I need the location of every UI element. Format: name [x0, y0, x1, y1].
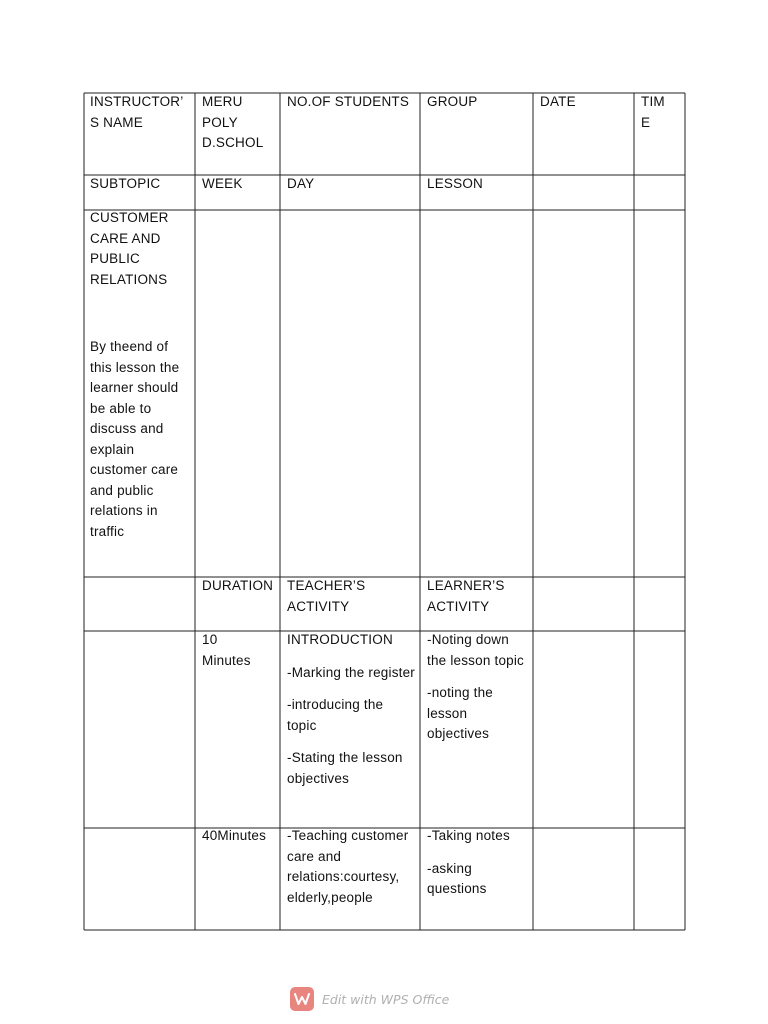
lesson-objective: By theend of this lesson the learner should be able to discuss and explain customer care and public relations in traffic: [90, 339, 180, 539]
activity-line: -Stating the lesson objectives: [287, 750, 403, 786]
duration-10-minutes: 10 Minutes: [202, 632, 251, 668]
learner-activity-teaching: [427, 826, 527, 912]
instructor-name-header: INSTRUCTOR’S NAME: [90, 94, 184, 130]
no-of-students-header: NO.OF STUDENTS: [287, 94, 410, 109]
week-header: WEEK: [202, 176, 243, 191]
watermark-text: Edit with WPS Office: [322, 991, 450, 1007]
duration-header: DURATION: [202, 578, 274, 593]
teacher-activity-intro: [287, 630, 415, 801]
wps-office-icon: [290, 987, 314, 1011]
teacher-activity-teaching: [287, 826, 417, 920]
activity-line: INTRODUCTION: [287, 632, 393, 647]
topic-title: CUSTOMER CARE AND PUBLIC RELATIONS: [90, 210, 169, 287]
learner-activity-intro: [427, 630, 527, 757]
activity-line: -Marking the register: [287, 664, 415, 680]
topic-cell: [90, 208, 190, 542]
activity-line: -Teaching customer care and relations:courtesy, elderly,people: [287, 828, 409, 905]
wps-watermark[interactable]: [290, 985, 449, 1013]
activity-line: -asking questions: [427, 860, 487, 896]
activity-line: -noting the lesson objectives: [427, 685, 493, 741]
teacher-activity-header: TEACHER’S ACTIVITY: [287, 578, 366, 614]
learner-activity-header: LEARNER’S ACTIVITY: [427, 578, 505, 614]
institution-name: MERU POLY D.SCHOL: [202, 94, 264, 150]
activity-line: -Noting down the lesson topic: [427, 632, 525, 668]
date-header: DATE: [540, 94, 576, 109]
day-header: DAY: [287, 176, 315, 191]
subtopic-header: SUBTOPIC: [90, 176, 161, 191]
lesson-header: LESSON: [427, 176, 483, 191]
duration-40-minutes: 40Minutes: [202, 828, 267, 843]
activity-line: -Taking notes: [427, 828, 510, 843]
time-header: TIME: [641, 94, 665, 130]
activity-line: -introducing the topic: [287, 697, 384, 733]
group-header: GROUP: [427, 94, 478, 109]
